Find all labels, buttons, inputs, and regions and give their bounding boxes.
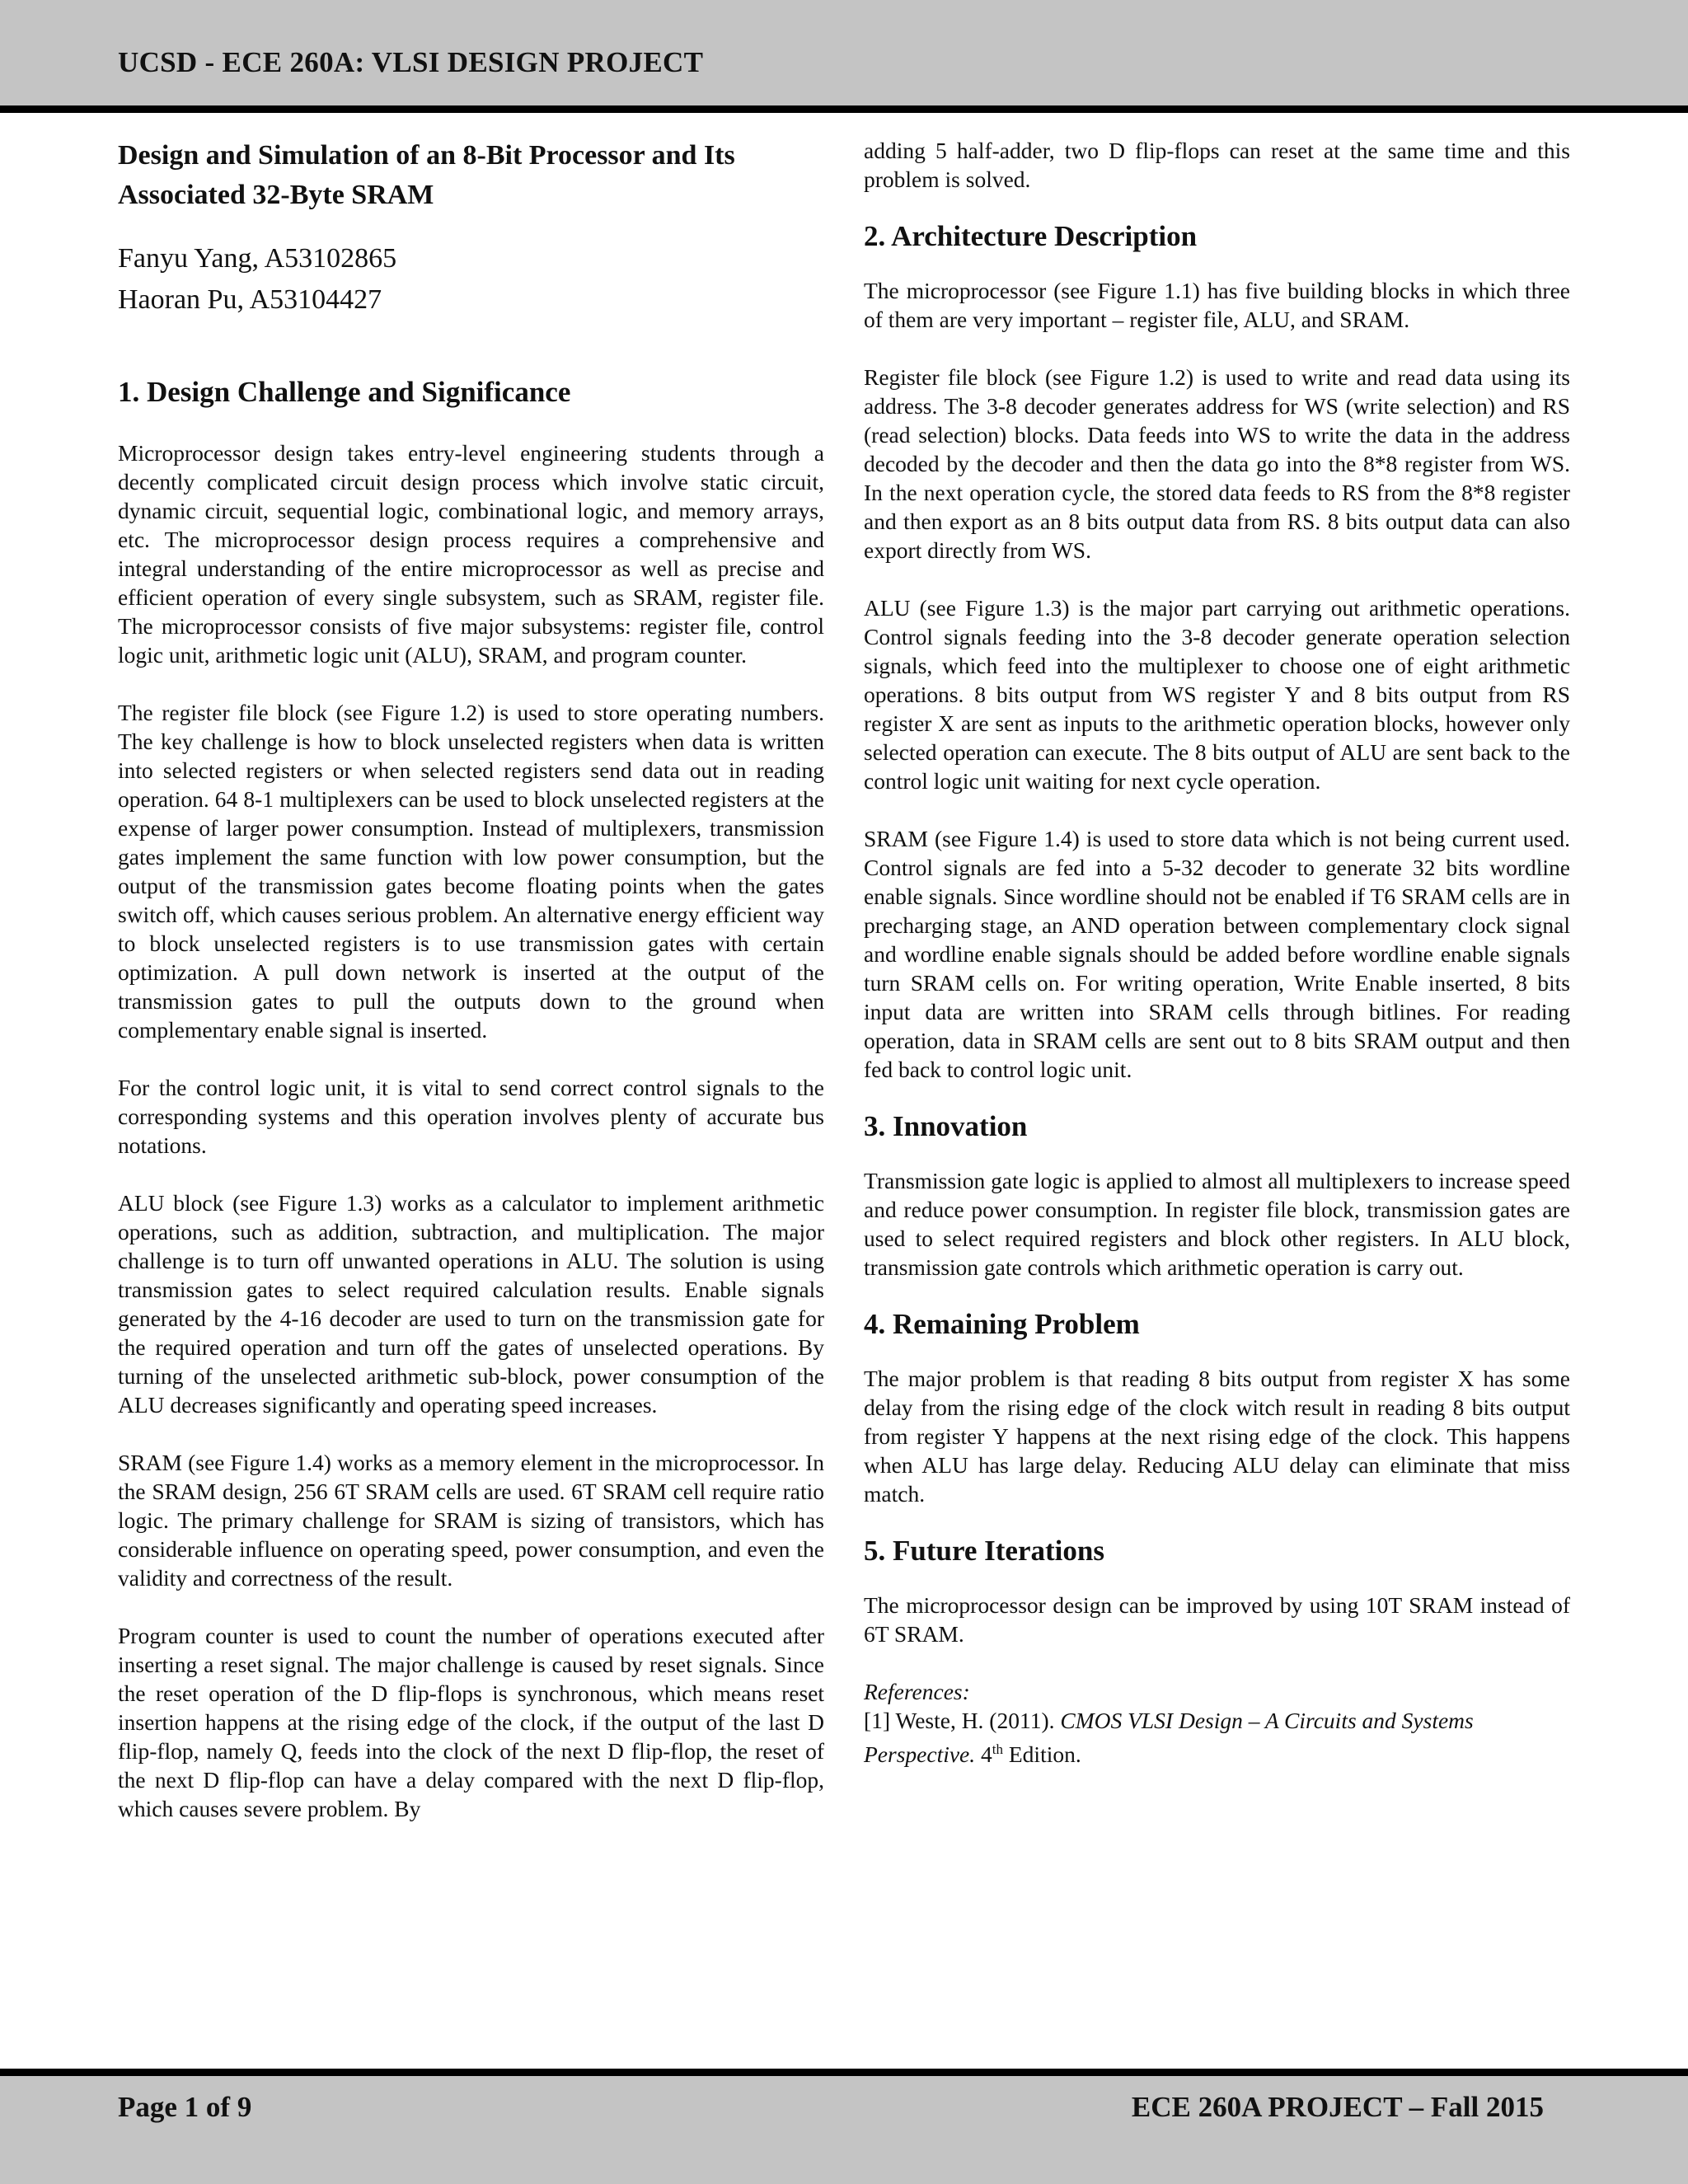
reference-1	[864, 1706, 1570, 1769]
references-heading: References:	[864, 1679, 970, 1704]
s1-paragraph-2: The register file block (see Figure 1.2) is used to store operating numbers. The key challenge is how to block unselected registers when data is written into selected registers or when selected registers send data out in reading operation. 64 8-1 multiplexers can be used to block unselected registers at the expense of larger power consumption. Instead of multiplexers, transmission gates implement the same function with low power consumption, but the output of the transmission gates become floating points when the gates switch off, which causes serious problem. An alternative energy efficient way to block unselected registers is to use transmission gates with certain optimization. A pull down network is inserted at the output of the transmission gates to pull the outputs down to the ground when complementary enable signal is inserted.	[118, 700, 824, 1043]
footer-course: ECE 260A PROJECT – Fall 2015	[1131, 2091, 1544, 2123]
s2-paragraph-1: The microprocessor (see Figure 1.1) has five building blocks in which three of them are very important – register file, ALU, and SRAM.	[864, 278, 1570, 332]
s3-paragraph-1: Transmission gate logic is applied to almost all multiplexers to increase speed and reduce power consumption. In register file block, transmission gates are used to select required registers and block other registers. In ALU block, transmission gate controls which arithmetic operation is carry out.	[864, 1168, 1570, 1280]
reference-1-edition-rest: Edition.	[1003, 1741, 1081, 1768]
s1-paragraph-3: For the control logic unit, it is vital to send correct control signals to the corresponding systems and this operation involves plenty of accurate bus notations.	[118, 1075, 824, 1158]
s2-paragraph-2: Register file block (see Figure 1.2) is used to write and read data using its address. The 3-8 decoder generates address for WS (write selection) and RS (read selection) blocks. Data feeds into WS to write the data in the address decoded by the decoder and then the data go into the 8*8 register from WS. In the next operation cycle, the stored data feeds to RS from the 8*8 register and then export as an 8 bits output data from RS. 8 bits output data can also export directly from WS.	[864, 364, 1570, 563]
s2-paragraph-4: SRAM (see Figure 1.4) is used to store data which is not being current used. Control signals are fed into a 5-32 decoder to generate 32 bits wordline enable signals. Since wordline should not be enabled if T6 SRAM cells are in precharging stage, an AND operation between complementary clock signal and wordline enable signals should be added before wordline enable signals turn SRAM cells on. For writing operation, Write Enable inserted, 8 bits input data are written into SRAM cells through bitlines. For reading operation, data in SRAM cells are sent out to 8 bits SRAM output and then fed back to control logic unit.	[864, 826, 1570, 1082]
s1-paragraph-1: Microprocessor design takes entry-level engineering students through a decently complicated circuit design process which involve static circuit, dynamic circuit, sequential logic, combinational logic, and memory arrays, etc. The microprocessor design process requires a comprehensive and integral understanding of the entire microprocessor as well as precise and efficient operation of every single subsystem, such as SRAM, register file. The microprocessor consists of five major subsystems: register file, control logic unit, arithmetic logic unit (ALU), SRAM, and program counter.	[118, 440, 824, 668]
section-heading-1: 1. Design Challenge and Significance	[118, 376, 571, 408]
s1-paragraph-5: SRAM (see Figure 1.4) works as a memory element in the microprocessor. In the SRAM design, 256 6T SRAM cells are used. 6T SRAM cell require ratio logic. The primary challenge for SRAM is sizing of transistors, which has considerable influence on operating speed, power consumption, and even the validity and correctness of the result.	[118, 1450, 824, 1591]
author-1: Fanyu Yang, A53102865	[118, 243, 397, 274]
s1-paragraph-4: ALU block (see Figure 1.3) works as a calculator to implement arithmetic operations, such as addition, subtraction, and multiplication. The major challenge is to turn off unwanted operations in ALU. The solution is using transmission gates to select required calculation results. Enable signals generated by the 4-16 decoder are used to turn on the transmission gate for the required operation and turn off the gates of unselected operations. By turning of the unselected arithmetic sub-block, power consumption of the ALU decreases significantly and operating speed increases.	[118, 1190, 824, 1418]
s1-paragraph-6-continued: adding 5 half-adder, two D flip-flops can reset at the same time and this problem is solved.	[864, 138, 1570, 192]
s2-paragraph-3: ALU (see Figure 1.3) is the major part carrying out arithmetic operations. Control signals feeding into the 3-8 decoder generate operation selection signals, which feed into the multiplexer to choose one of eight arithmetic operations. 8 bits output from WS register Y and 8 bits output from RS register X are sent as inputs to the arithmetic operation blocks, however only selected operation can execute. The 8 bits output of ALU are sent back to the control logic unit waiting for next cycle operation.	[864, 595, 1570, 794]
reference-1-prefix: [1] Weste, H. (2011).	[864, 1708, 1061, 1733]
reference-1-title: CMOS VLSI Design – A Circuits and Systems Perspective.	[864, 1708, 1474, 1768]
reference-1-edition-num: 4	[975, 1741, 992, 1768]
footer-bar	[0, 2069, 1688, 2184]
left-column	[118, 136, 824, 1823]
s1-paragraph-6: Program counter is used to count the number of operations executed after inserting a reset signal. The major challenge is caused by reset signals. Since the reset operation of the D flip-flops is synchronous, which means reset insertion happens at the rising edge of the clock, if the output of the last D flip-flop, namely Q, feeds into the clock of the next D flip-flop, the reset of the next D flip-flop can have a delay compared with the next D flip-flop, which causes severe problem. By	[118, 1623, 824, 1821]
page-number: Page 1 of 9	[118, 2091, 252, 2123]
right-column	[864, 136, 1570, 1769]
s4-paragraph-1: The major problem is that reading 8 bits output from register X has some delay from the rising edge of the clock witch result in reading 8 bits output from register Y happens at the next rising edge of the clock. This happens when ALU has large delay. Reducing ALU delay can eliminate that miss match.	[864, 1366, 1570, 1507]
section-heading-2: 2. Architecture Description	[864, 220, 1198, 252]
section-heading-4: 4. Remaining Problem	[864, 1308, 1140, 1340]
references-label	[864, 1677, 1570, 1706]
paper-title: Design and Simulation of an 8-Bit Processor and Its Associated 32-Byte SRAM	[118, 140, 735, 210]
reference-1-edition-sup: th	[992, 1741, 1003, 1757]
s5-paragraph-1: The microprocessor design can be improved by using 10T SRAM instead of 6T SRAM.	[864, 1592, 1570, 1647]
section-heading-5: 5. Future Iterations	[864, 1535, 1104, 1567]
header-title: UCSD - ECE 260A: VLSI DESIGN PROJECT	[118, 46, 704, 78]
authors	[118, 238, 824, 321]
section-heading-3: 3. Innovation	[864, 1110, 1028, 1142]
header-bar	[0, 0, 1688, 113]
author-2: Haoran Pu, A53104427	[118, 284, 382, 315]
